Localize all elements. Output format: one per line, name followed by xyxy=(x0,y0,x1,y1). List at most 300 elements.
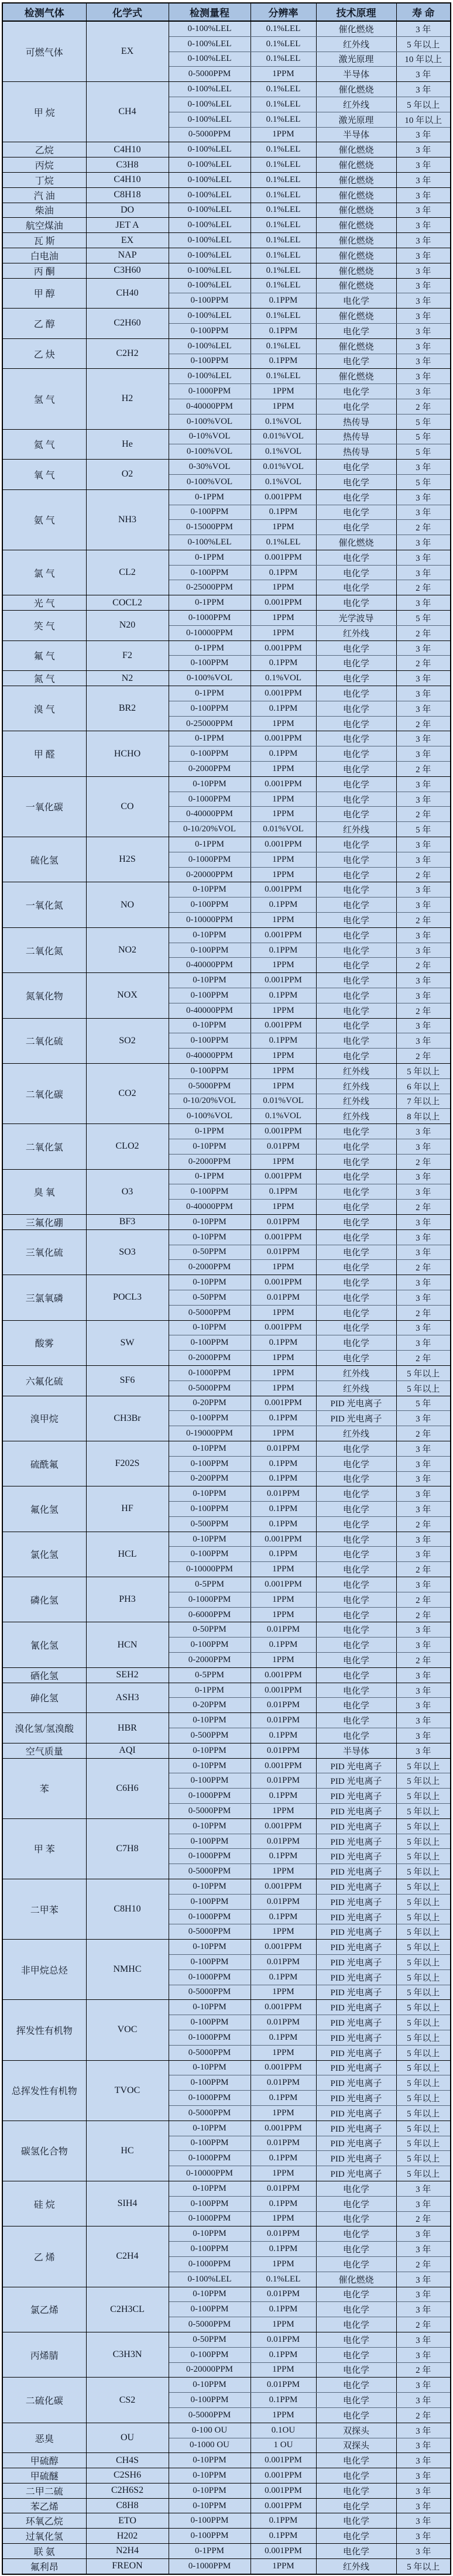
resolution-cell: 0.001PPM xyxy=(250,927,316,943)
principle-cell: 电化学 xyxy=(316,520,396,535)
table-row xyxy=(2,1577,451,1592)
gas-name-cell: 二硫化碳 xyxy=(2,2378,86,2423)
principle-cell: PID 光电离子 xyxy=(316,1879,396,1895)
range-cell: 0-40000PPM xyxy=(169,958,250,973)
resolution-cell: 0.1PPM xyxy=(250,943,316,958)
principle-cell: 电化学 xyxy=(316,474,396,489)
range-cell: 0-10/20%VOL xyxy=(169,822,250,837)
chemical-formula-cell: C2H3CL xyxy=(86,2287,169,2332)
chemical-formula-cell: O3 xyxy=(86,1169,169,1214)
range-cell: 0-2000PPM xyxy=(169,762,250,777)
resolution-cell: 1 OU xyxy=(250,2438,316,2453)
resolution-cell: 0.001PPM xyxy=(250,2000,316,2015)
lifespan-cell: 3 年 xyxy=(396,2423,451,2438)
range-cell: 0-100%LEL xyxy=(169,36,250,52)
gas-name-cell: 一氧化碳 xyxy=(2,776,86,837)
table-row xyxy=(2,671,451,686)
chemical-formula-cell: PH3 xyxy=(86,1577,169,1622)
principle-cell: 电化学 xyxy=(316,1214,396,1229)
resolution-cell: 0.001PPM xyxy=(250,1532,316,1547)
lifespan-cell: 3 年 xyxy=(396,1456,451,1471)
chemical-formula-cell: DO xyxy=(86,203,169,218)
range-cell: 0-1000PPM xyxy=(169,1909,250,1924)
lifespan-cell: 2 年 xyxy=(396,656,451,671)
principle-cell: 红外线 xyxy=(316,822,396,837)
principle-cell: 催化燃烧 xyxy=(316,21,396,36)
lifespan-cell: 5 年以上 xyxy=(396,2075,451,2091)
resolution-cell: 0.1%LEL xyxy=(250,263,316,278)
range-cell: 0-19000PPM xyxy=(169,1426,250,1441)
range-cell: 0-1000PPM xyxy=(169,2211,250,2226)
table-row xyxy=(2,550,451,565)
range-cell: 0-6000PPM xyxy=(169,1607,250,1622)
resolution-cell: 0.001PPM xyxy=(250,1818,316,1834)
resolution-cell: 1PPM xyxy=(250,1804,316,1819)
resolution-cell: 0.01PPM xyxy=(250,1245,316,1260)
gas-name-cell: 甲硫醇 xyxy=(2,2453,86,2468)
principle-cell: 电化学 xyxy=(316,2181,396,2196)
principle-cell: 电化学 xyxy=(316,1728,396,1743)
resolution-cell: 1PPM xyxy=(250,580,316,595)
resolution-cell: 0.1PPM xyxy=(250,701,316,716)
range-cell: 0-500PPM xyxy=(169,1728,250,1743)
table-row xyxy=(2,1320,451,1335)
range-cell: 0-50PPM xyxy=(169,1622,250,1638)
chemical-formula-cell: CL2 xyxy=(86,550,169,595)
principle-cell: 催化燃烧 xyxy=(316,172,396,187)
table-row xyxy=(2,1818,451,1834)
resolution-cell: 0.1%LEL xyxy=(250,369,316,384)
chemical-formula-cell: C7H8 xyxy=(86,1818,169,1879)
resolution-cell: 0.1PPM xyxy=(250,1471,316,1486)
resolution-cell: 0.001PPM xyxy=(250,882,316,898)
range-cell: 0-10%VOL xyxy=(169,429,250,444)
range-cell: 0-100%LEL xyxy=(169,97,250,112)
lifespan-cell: 5 年以上 xyxy=(396,1879,451,1895)
gas-name-cell: 笑 气 xyxy=(2,611,86,641)
chemical-formula-cell: SIH4 xyxy=(86,2181,169,2226)
chemical-formula-cell: F202S xyxy=(86,1441,169,1486)
principle-cell: 电化学 xyxy=(316,1667,396,1683)
chemical-formula-cell: SW xyxy=(86,1320,169,1365)
lifespan-cell: 5 年以上 xyxy=(396,97,451,112)
principle-cell: PID 光电离子 xyxy=(316,1773,396,1789)
table-row xyxy=(2,2378,451,2393)
lifespan-cell: 2 年 xyxy=(396,1562,451,1577)
resolution-cell: 0.001PPM xyxy=(250,731,316,746)
principle-cell: PID 光电离子 xyxy=(316,1804,396,1819)
range-cell: 0-10PPM xyxy=(169,1758,250,1773)
table-row xyxy=(2,2423,451,2438)
principle-cell: 电化学 xyxy=(316,565,396,580)
resolution-cell: 0.1%LEL xyxy=(250,21,316,36)
range-cell: 0-500PPM xyxy=(169,1516,250,1532)
resolution-cell: 0.01PPM xyxy=(250,1713,316,1728)
range-cell: 0-1PPM xyxy=(169,686,250,701)
table-row xyxy=(2,1532,451,1547)
gas-name-cell: 氧 气 xyxy=(2,460,86,490)
resolution-cell: 0.001PPM xyxy=(250,1667,316,1683)
principle-cell: 催化燃烧 xyxy=(316,233,396,248)
resolution-cell: 0.01PPM xyxy=(250,2075,316,2091)
table-row xyxy=(2,686,451,701)
resolution-cell: 0.1%LEL xyxy=(250,218,316,233)
range-cell: 0-100%LEL xyxy=(169,535,250,550)
principle-cell: 电化学 xyxy=(316,1290,396,1305)
principle-cell: 电化学 xyxy=(316,580,396,595)
resolution-cell: 0.1PPM xyxy=(250,656,316,671)
lifespan-cell: 3 年 xyxy=(396,1486,451,1502)
resolution-cell: 0.001PPM xyxy=(250,1879,316,1895)
lifespan-cell: 3 年 xyxy=(396,1411,451,1426)
table-row xyxy=(2,1758,451,1773)
lifespan-cell: 5 年以上 xyxy=(396,1365,451,1381)
lifespan-cell: 3 年 xyxy=(396,852,451,867)
chemical-formula-cell: N2 xyxy=(86,671,169,686)
table-row xyxy=(2,2453,451,2468)
table-row xyxy=(2,278,451,293)
principle-cell: 电化学 xyxy=(316,2498,396,2513)
lifespan-cell: 5 年以上 xyxy=(396,2558,451,2574)
resolution-cell: 0.001PPM xyxy=(250,1124,316,1139)
principle-cell: 电化学 xyxy=(316,776,396,792)
gas-name-cell: 六氟化硫 xyxy=(2,1365,86,1396)
table-row xyxy=(2,369,451,384)
table-row xyxy=(2,2544,451,2559)
gas-name-cell: 乙烷 xyxy=(2,142,86,157)
principle-cell: 电化学 xyxy=(316,2378,396,2393)
chemical-formula-cell: CLO2 xyxy=(86,1124,169,1169)
principle-cell: 电化学 xyxy=(316,701,396,716)
principle-cell: 红外线 xyxy=(316,36,396,52)
lifespan-cell: 5 年以上 xyxy=(396,2091,451,2106)
resolution-cell: 0.01PPM xyxy=(250,1622,316,1638)
lifespan-cell: 3 年 xyxy=(396,309,451,324)
chemical-formula-cell: HCL xyxy=(86,1532,169,1577)
table-row xyxy=(2,882,451,898)
range-cell: 0-100%LEL xyxy=(169,187,250,203)
chemical-formula-cell: CH4 xyxy=(86,82,169,142)
resolution-cell: 0.01PPM xyxy=(250,2226,316,2242)
column-header-0: 检测气体 xyxy=(2,3,86,21)
lifespan-cell: 2 年 xyxy=(396,1154,451,1169)
principle-cell: 电化学 xyxy=(316,1592,396,1607)
resolution-cell: 0.1PPM xyxy=(250,1411,316,1426)
lifespan-cell: 5 年以上 xyxy=(396,2030,451,2045)
principle-cell: 电化学 xyxy=(316,2196,396,2211)
principle-cell: PID 光电离子 xyxy=(316,1969,396,1985)
principle-cell: 电化学 xyxy=(316,913,396,928)
lifespan-cell: 2 年 xyxy=(396,399,451,414)
range-cell: 0-100%LEL xyxy=(169,218,250,233)
principle-cell: PID 光电离子 xyxy=(316,1985,396,2000)
lifespan-cell: 3 年 xyxy=(396,898,451,913)
lifespan-cell: 3 年 xyxy=(396,369,451,384)
resolution-cell: 1PPM xyxy=(250,1653,316,1668)
principle-cell: 电化学 xyxy=(316,2407,396,2423)
gas-name-cell: 甲硫醚 xyxy=(2,2468,86,2483)
principle-cell: 电化学 xyxy=(316,1516,396,1532)
principle-cell: 催化燃烧 xyxy=(316,187,396,203)
range-cell: 0-5000PPM xyxy=(169,1864,250,1879)
chemical-formula-cell: H2 xyxy=(86,369,169,429)
resolution-cell: 0.01PPM xyxy=(250,1743,316,1758)
gas-name-cell: 过氧化氢 xyxy=(2,2529,86,2544)
table-row xyxy=(2,2000,451,2015)
range-cell: 0-1000PPM xyxy=(169,384,250,399)
resolution-cell: 0.1PPM xyxy=(250,505,316,520)
range-cell: 0-1000PPM xyxy=(169,1789,250,1804)
resolution-cell: 0.1PPM xyxy=(250,565,316,580)
principle-cell: 电化学 xyxy=(316,354,396,369)
resolution-cell: 0.1PPM xyxy=(250,1502,316,1517)
column-header-1: 化学式 xyxy=(86,3,169,21)
principle-cell: 电化学 xyxy=(316,867,396,882)
range-cell: 0-1000PPM xyxy=(169,1365,250,1381)
range-cell: 0-5000PPM xyxy=(169,1305,250,1320)
resolution-cell: 1PPM xyxy=(250,625,316,640)
range-cell: 0-2000PPM xyxy=(169,1260,250,1275)
resolution-cell: 1PPM xyxy=(250,1003,316,1018)
principle-cell: PID 光电离子 xyxy=(316,2121,396,2136)
resolution-cell: 0.001PPM xyxy=(250,640,316,656)
principle-cell: 电化学 xyxy=(316,837,396,852)
lifespan-cell: 3 年 xyxy=(396,2498,451,2513)
gas-name-cell: 氦 气 xyxy=(2,429,86,460)
range-cell: 0-5000PPM xyxy=(169,1381,250,1396)
chemical-formula-cell: C4H10 xyxy=(86,172,169,187)
lifespan-cell: 3 年 xyxy=(396,595,451,611)
range-cell: 0-5000PPM xyxy=(169,1924,250,1940)
resolution-cell: 0.1PPM xyxy=(250,2091,316,2106)
lifespan-cell: 2 年 xyxy=(396,1049,451,1064)
lifespan-cell: 3 年 xyxy=(396,882,451,898)
lifespan-cell: 3 年 xyxy=(396,1290,451,1305)
lifespan-cell: 3 年 xyxy=(396,1124,451,1139)
gas-name-cell: 碳氢化合物 xyxy=(2,2121,86,2181)
principle-cell: PID 光电离子 xyxy=(316,2060,396,2075)
resolution-cell: 0.1PPM xyxy=(250,323,316,338)
resolution-cell: 0.1%LEL xyxy=(250,535,316,550)
resolution-cell: 0.01PPM xyxy=(250,1773,316,1789)
lifespan-cell: 2 年 xyxy=(396,1260,451,1275)
gas-name-cell: 硒化氢 xyxy=(2,1667,86,1683)
gas-name-cell: 氰化氢 xyxy=(2,1622,86,1667)
resolution-cell: 0.1PPM xyxy=(250,1728,316,1743)
table-row xyxy=(2,2498,451,2513)
resolution-cell: 0.1PPM xyxy=(250,1033,316,1049)
gas-name-cell: 一氧化氮 xyxy=(2,882,86,927)
chemical-formula-cell: COCL2 xyxy=(86,595,169,611)
lifespan-cell: 3 年 xyxy=(396,2438,451,2453)
resolution-cell: 0.1PPM xyxy=(250,2513,316,2529)
range-cell: 0-1000PPM xyxy=(169,2091,250,2106)
principle-cell: 红外线 xyxy=(316,1365,396,1381)
lifespan-cell: 5 年 xyxy=(396,474,451,489)
principle-cell: 电化学 xyxy=(316,1033,396,1049)
table-row xyxy=(2,927,451,943)
range-cell: 0-5000PPM xyxy=(169,2045,250,2060)
principle-cell: PID 光电离子 xyxy=(316,2045,396,2060)
chemical-formula-cell: CH40 xyxy=(86,278,169,309)
principle-cell: 电化学 xyxy=(316,2317,396,2332)
lifespan-cell: 5 年以上 xyxy=(396,1818,451,1834)
range-cell: 0-100PPM xyxy=(169,1063,250,1078)
principle-cell: 电化学 xyxy=(316,2302,396,2317)
table-row xyxy=(2,2529,451,2544)
gas-name-cell: 挥发性有机物 xyxy=(2,2000,86,2060)
range-cell: 0-100PPM xyxy=(169,1547,250,1562)
table-row xyxy=(2,2226,451,2242)
lifespan-cell: 2 年 xyxy=(396,2317,451,2332)
range-cell: 0-25000PPM xyxy=(169,716,250,731)
principle-cell: 电化学 xyxy=(316,852,396,867)
table-row xyxy=(2,2332,451,2347)
resolution-cell: 1PPM xyxy=(250,2317,316,2332)
principle-cell: 电化学 xyxy=(316,882,396,898)
lifespan-cell: 2 年 xyxy=(396,1305,451,1320)
range-cell: 0-100%LEL xyxy=(169,278,250,293)
principle-cell: 催化燃烧 xyxy=(316,203,396,218)
chemical-formula-cell: N2H4 xyxy=(86,2544,169,2559)
lifespan-cell: 5 年以上 xyxy=(396,36,451,52)
resolution-cell: 0.001PPM xyxy=(250,550,316,565)
range-cell: 0-10PPM xyxy=(169,1879,250,1895)
lifespan-cell: 3 年 xyxy=(396,293,451,309)
table-row xyxy=(2,1622,451,1638)
principle-cell: 电化学 xyxy=(316,1049,396,1064)
chemical-formula-cell: NMHC xyxy=(86,1940,169,2000)
range-cell: 0-2000PPM xyxy=(169,1154,250,1169)
resolution-cell: 0.001PPM xyxy=(250,2060,316,2075)
gas-name-cell: 乙 炔 xyxy=(2,338,86,369)
range-cell: 0-100%LEL xyxy=(169,82,250,97)
principle-cell: 电化学 xyxy=(316,716,396,731)
table-row xyxy=(2,263,451,278)
range-cell: 0-2000PPM xyxy=(169,1653,250,1668)
principle-cell: 电化学 xyxy=(316,1229,396,1245)
lifespan-cell: 3 年 xyxy=(396,1245,451,1260)
lifespan-cell: 3 年 xyxy=(396,1502,451,1517)
resolution-cell: 0.1PPM xyxy=(250,2242,316,2257)
resolution-cell: 0.01PPM xyxy=(250,2287,316,2302)
resolution-cell: 0.001PPM xyxy=(250,1229,316,1245)
table-row xyxy=(2,2483,451,2498)
range-cell: 0-100%VOL xyxy=(169,474,250,489)
resolution-cell: 0.001PPM xyxy=(250,2544,316,2559)
lifespan-cell: 5 年 xyxy=(396,429,451,444)
range-cell: 0-100%VOL xyxy=(169,1109,250,1124)
range-cell: 0-10PPM xyxy=(169,2378,250,2393)
lifespan-cell: 3 年 xyxy=(396,248,451,263)
principle-cell: 电化学 xyxy=(316,1698,396,1713)
table-row xyxy=(2,1275,451,1290)
range-cell: 0-100 OU xyxy=(169,2423,250,2438)
resolution-cell: 0.001PPM xyxy=(250,973,316,988)
range-cell: 0-1000PPM xyxy=(169,1592,250,1607)
chemical-formula-cell: HC xyxy=(86,2121,169,2181)
table-row xyxy=(2,233,451,248)
table-row xyxy=(2,2558,451,2574)
principle-cell: 电化学 xyxy=(316,1577,396,1592)
table-row xyxy=(2,2181,451,2196)
range-cell: 0-1PPM xyxy=(169,2544,250,2559)
gas-name-cell: 氨 气 xyxy=(2,489,86,550)
resolution-cell: 1PPM xyxy=(250,384,316,399)
resolution-cell: 0.01PPM xyxy=(250,1698,316,1713)
range-cell: 0-5PPM xyxy=(169,1667,250,1683)
lifespan-cell: 3 年 xyxy=(396,1169,451,1184)
table-row xyxy=(2,218,451,233)
table-row xyxy=(2,187,451,203)
range-cell: 0-1PPM xyxy=(169,837,250,852)
lifespan-cell: 5 年以上 xyxy=(396,2166,451,2181)
range-cell: 0-40000PPM xyxy=(169,807,250,822)
resolution-cell: 1PPM xyxy=(250,67,316,82)
lifespan-cell: 5 年以上 xyxy=(396,1940,451,1955)
resolution-cell: 1PPM xyxy=(250,1063,316,1078)
range-cell: 0-10PPM xyxy=(169,1229,250,1245)
lifespan-cell: 3 年 xyxy=(396,792,451,807)
resolution-cell: 0.01PPM xyxy=(250,2181,316,2196)
resolution-cell: 1PPM xyxy=(250,1562,316,1577)
resolution-cell: 0.1%LEL xyxy=(250,112,316,127)
resolution-cell: 0.1PPM xyxy=(250,2347,316,2362)
gas-name-cell: 氢 气 xyxy=(2,369,86,429)
table-header-row xyxy=(2,3,451,21)
principle-cell: 电化学 xyxy=(316,323,396,338)
gas-name-cell: 硫酰氟 xyxy=(2,1441,86,1486)
chemical-formula-cell: SO3 xyxy=(86,1229,169,1275)
column-header-3: 分辨率 xyxy=(250,3,316,21)
resolution-cell: 0.1PPM xyxy=(250,2151,316,2166)
chemical-formula-cell: NAP xyxy=(86,248,169,263)
lifespan-cell: 3 年 xyxy=(396,142,451,157)
principle-cell: 电化学 xyxy=(316,2211,396,2226)
principle-cell: PID 光电离子 xyxy=(316,1849,396,1864)
resolution-cell: 0.1%LEL xyxy=(250,278,316,293)
resolution-cell: 1PPM xyxy=(250,2407,316,2423)
gas-name-cell: 瓦 斯 xyxy=(2,233,86,248)
lifespan-cell: 5 年以上 xyxy=(396,2060,451,2075)
resolution-cell: 1PPM xyxy=(250,1592,316,1607)
lifespan-cell: 3 年 xyxy=(396,505,451,520)
resolution-cell: 0.001PPM xyxy=(250,837,316,852)
resolution-cell: 1PPM xyxy=(250,1381,316,1396)
gas-name-cell: 溴甲烷 xyxy=(2,1396,86,1441)
lifespan-cell: 3 年 xyxy=(396,1683,451,1698)
gas-name-cell: 二氧化碳 xyxy=(2,1063,86,1123)
table-row xyxy=(2,2121,451,2136)
principle-cell: PID 光电离子 xyxy=(316,1940,396,1955)
lifespan-cell: 3 年 xyxy=(396,67,451,82)
range-cell: 0-2000PPM xyxy=(169,1351,250,1366)
lifespan-cell: 2 年 xyxy=(396,1200,451,1215)
principle-cell: 电化学 xyxy=(316,746,396,762)
column-header-2: 检测量程 xyxy=(169,3,250,21)
range-cell: 0-100PPM xyxy=(169,2347,250,2362)
resolution-cell: 1PPM xyxy=(250,1924,316,1940)
lifespan-cell: 3 年 xyxy=(396,1229,451,1245)
resolution-cell: 0.1%LEL xyxy=(250,36,316,52)
resolution-cell: 1PPM xyxy=(250,792,316,807)
table-row xyxy=(2,2468,451,2483)
principle-cell: PID 光电离子 xyxy=(316,2015,396,2030)
lifespan-cell: 5 年以上 xyxy=(396,1955,451,1970)
resolution-cell: 0.1%VOL xyxy=(250,444,316,460)
range-cell: 0-10PPM xyxy=(169,1713,250,1728)
table-row xyxy=(2,595,451,611)
